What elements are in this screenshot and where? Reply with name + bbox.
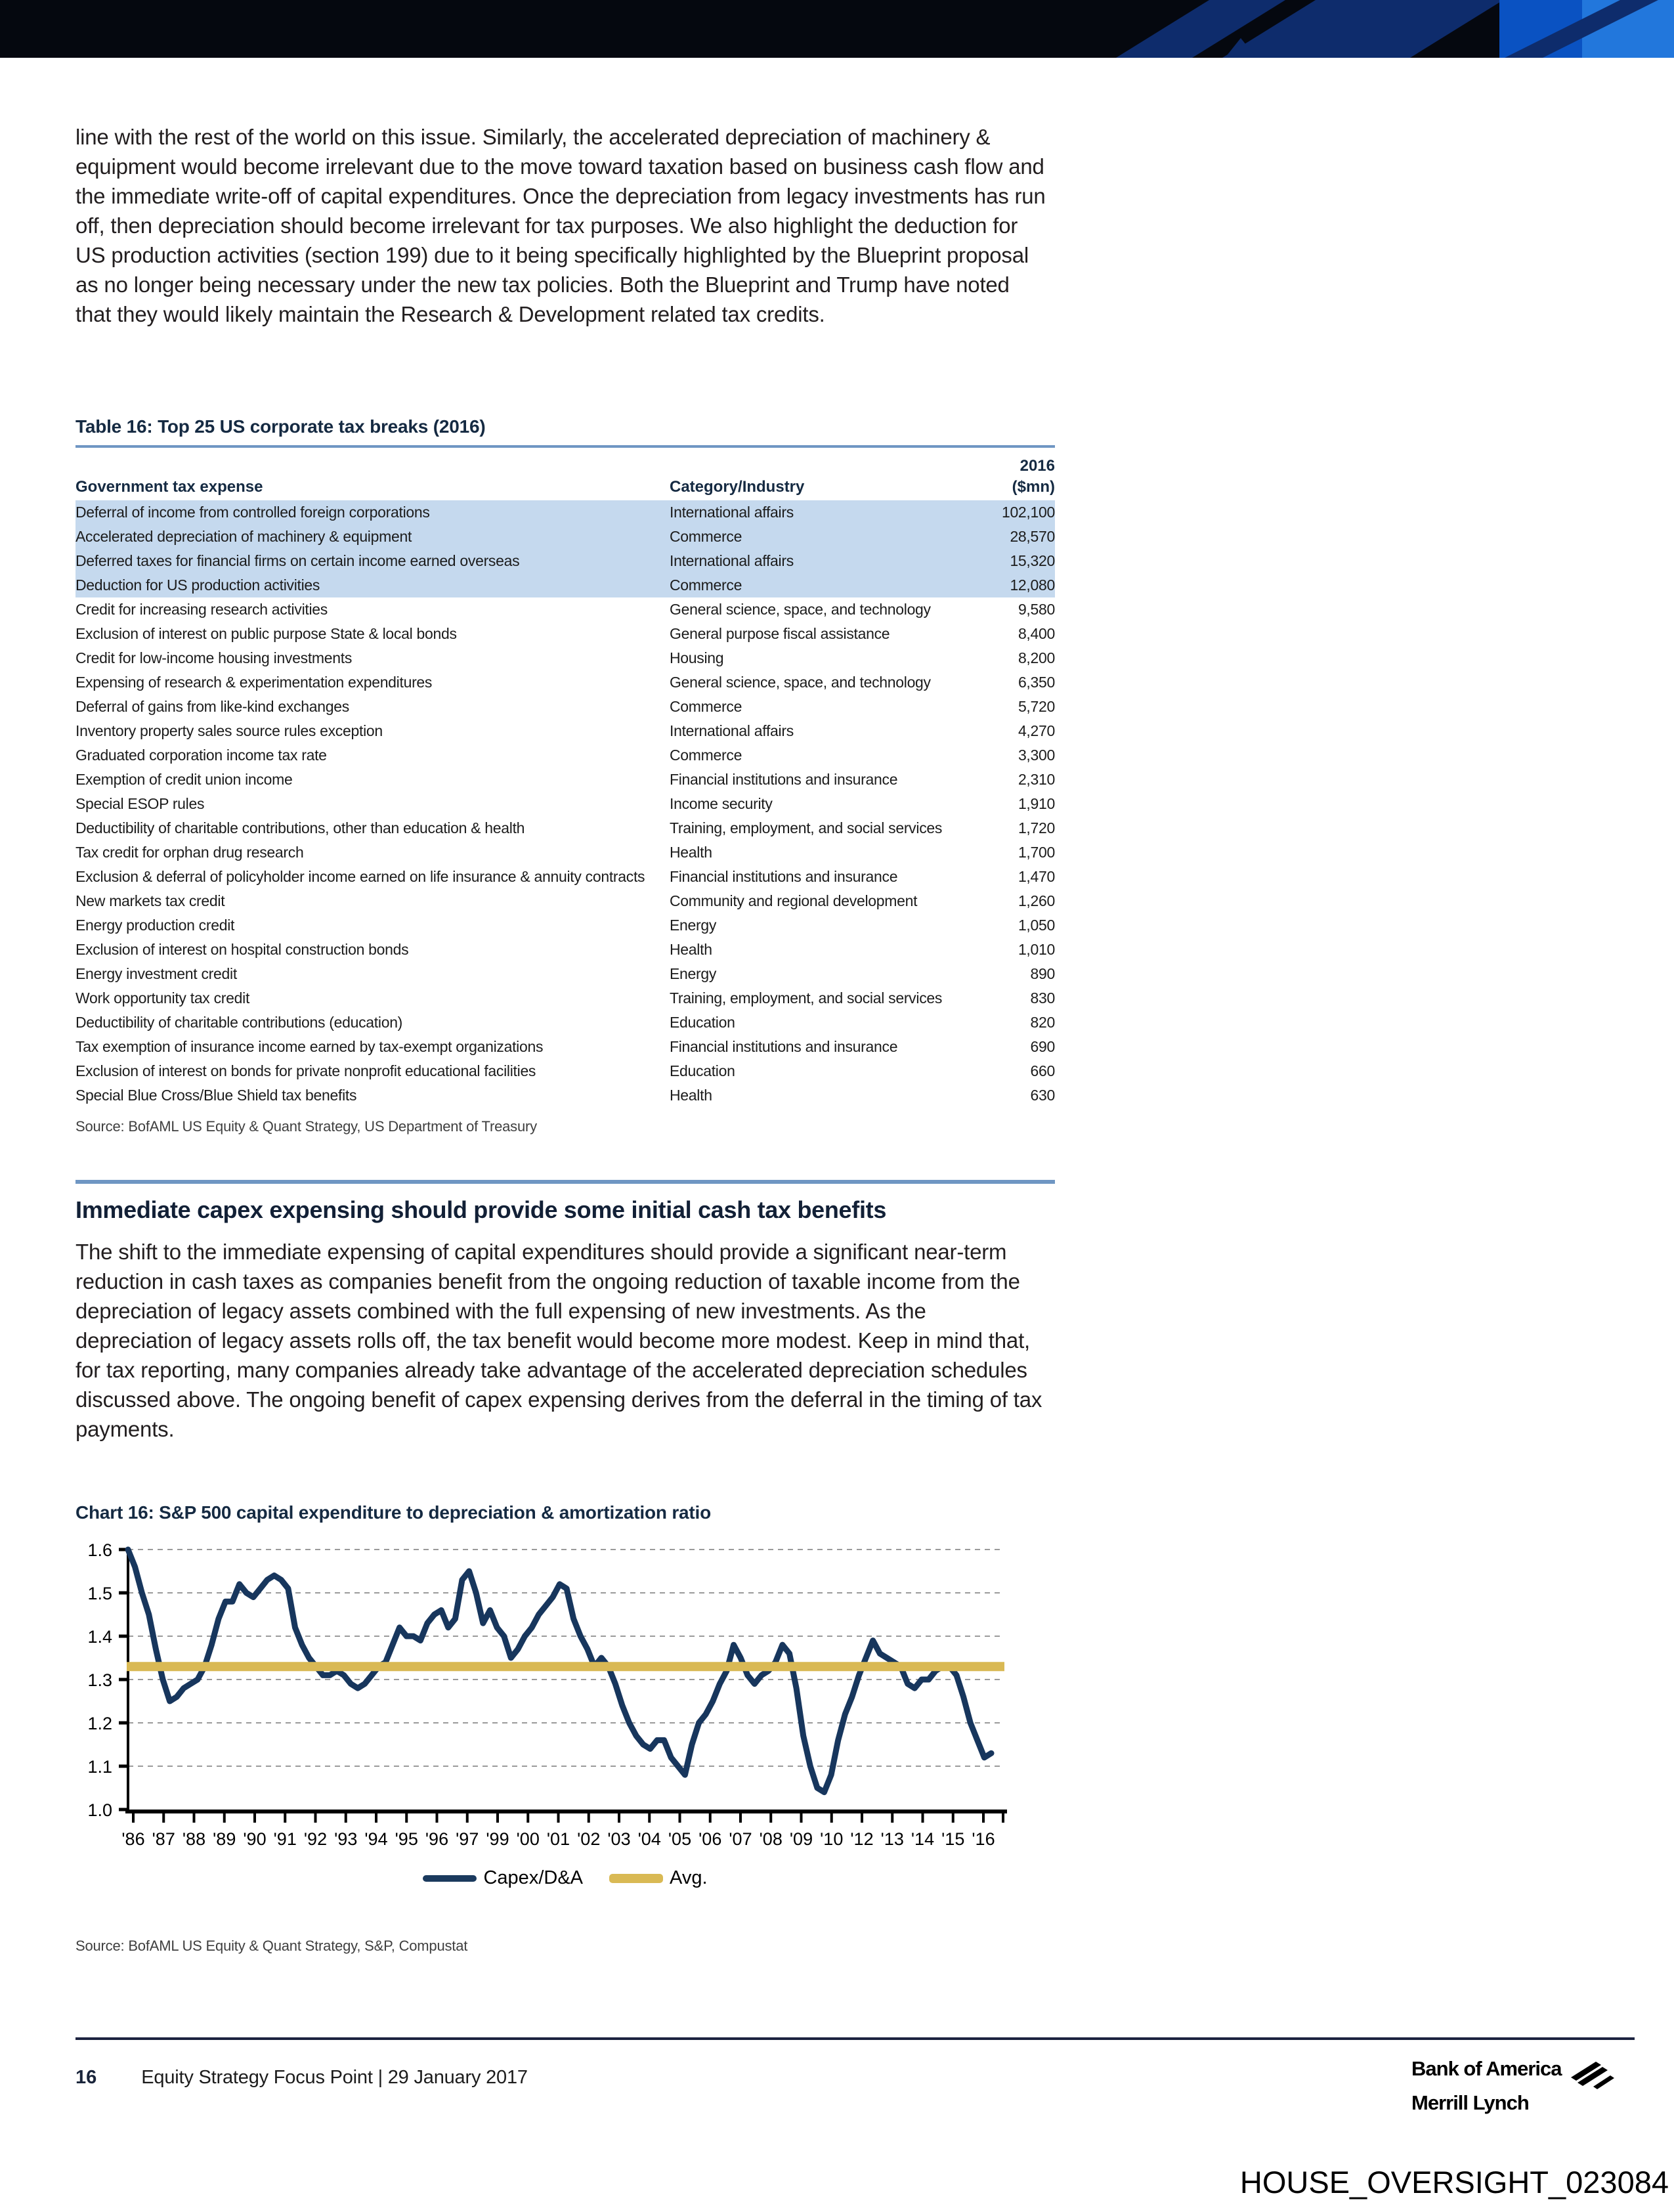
x-tick-label: '94 — [364, 1829, 388, 1849]
cell-category: Energy — [670, 965, 717, 982]
cell-expense: Deduction for US production activities — [75, 576, 320, 594]
intro-paragraph: line with the rest of the world on this issue. Similarly, the accelerated depreciation of machinery & equipment would become irrelevant due to the move toward taxation based on business cash flow and the immediate write-off of capital expenditures. Once the depreciation from legacy investments has run off, then depreciation should become irrelevant for tax purposes. We also highlight the deduction for US production activities (section 199) due to it being specifically highlighted by the Blueprint proposal as no longer being necessary under the new tax policies. Both the Blueprint and Trump have noted that they would likely maintain the Research & Development related tax credits. — [75, 125, 1046, 326]
x-tick-label: '01 — [546, 1829, 570, 1849]
section-divider-rule — [75, 1180, 1055, 1184]
cell-amount: 9,580 — [1018, 601, 1055, 618]
x-axis — [125, 1810, 1007, 1813]
x-tick-label: '91 — [273, 1829, 297, 1849]
x-tick-label: '92 — [303, 1829, 328, 1849]
cell-expense: Exclusion & deferral of policyholder income earned on life insurance & annuity contracts — [75, 868, 645, 885]
cell-amount: 102,100 — [1001, 504, 1055, 521]
cell-expense: Energy investment credit — [75, 965, 237, 982]
cell-expense: Deductibility of charitable contributions (education) — [75, 1014, 403, 1031]
cell-category: International affairs — [670, 722, 794, 739]
x-tick-label: '08 — [759, 1829, 783, 1849]
cell-category: Training, employment, and social services — [670, 819, 943, 836]
cell-amount: 830 — [1030, 989, 1055, 1007]
y-tick-label: 1.5 — [87, 1584, 112, 1603]
cell-category: General science, space, and technology — [670, 601, 931, 618]
cell-expense: New markets tax credit — [75, 892, 225, 909]
cell-category: Energy — [670, 917, 717, 934]
cell-category: Financial institutions and insurance — [670, 1038, 898, 1055]
table-row — [75, 840, 1055, 865]
cell-amount: 1,700 — [1018, 844, 1055, 861]
table-title-rule — [75, 445, 1055, 448]
cell-expense: Inventory property sales source rules exception — [75, 722, 383, 739]
brand-line2: Merrill Lynch — [1411, 2091, 1529, 2114]
table-row — [75, 1035, 1055, 1059]
x-tick-label: '95 — [395, 1829, 418, 1849]
x-tick-label: '09 — [789, 1829, 813, 1849]
x-tick-label: '06 — [698, 1829, 722, 1849]
table-row — [75, 500, 1055, 525]
cell-expense: Tax credit for orphan drug research — [75, 844, 304, 861]
x-tick-label: '13 — [880, 1829, 904, 1849]
x-tick-label: '89 — [213, 1829, 236, 1849]
cell-amount: 6,350 — [1018, 674, 1055, 691]
table-title: Table 16: Top 25 US corporate tax breaks (2016) — [75, 416, 486, 437]
x-tick-label: '86 — [121, 1829, 145, 1849]
bofa-ml-logo — [1411, 2058, 1616, 2115]
cell-amount: 28,570 — [1010, 528, 1055, 545]
x-tick-label: '90 — [243, 1829, 267, 1849]
legend-item-capex — [423, 1867, 583, 1889]
cell-category: Commerce — [670, 528, 742, 545]
x-tick-label: '04 — [637, 1829, 661, 1849]
cell-category: Commerce — [670, 576, 742, 594]
table-row — [75, 913, 1055, 938]
col-header-category: Category/Industry — [670, 478, 805, 496]
legend-label-capex: Capex/D&A — [483, 1867, 583, 1888]
cell-category: Commerce — [670, 698, 742, 715]
cell-category: International affairs — [670, 552, 794, 569]
x-tick-label: '00 — [516, 1829, 540, 1849]
cell-expense: Deferral of gains from like-kind exchanges — [75, 698, 349, 715]
cell-expense: Deductibility of charitable contributions, other than education & health — [75, 819, 525, 836]
avg-line-swatch — [609, 1874, 663, 1883]
table-row — [75, 865, 1055, 889]
x-tick-label: '93 — [334, 1829, 358, 1849]
page-number: 16 — [75, 2067, 97, 2088]
table-row — [75, 1010, 1055, 1035]
table-row — [75, 938, 1055, 962]
cell-category: Financial institutions and insurance — [670, 868, 898, 885]
table-row — [75, 1059, 1055, 1083]
cell-expense: Exclusion of interest on public purpose State & local bonds — [75, 625, 457, 642]
cell-expense: Deferred taxes for financial firms on certain income earned overseas — [75, 552, 520, 569]
cell-category: International affairs — [670, 504, 794, 521]
cell-expense: Deferral of income from controlled foreign corporations — [75, 504, 430, 521]
cell-amount: 8,400 — [1018, 625, 1055, 642]
chart-legend — [75, 1867, 1055, 1889]
cell-category: Health — [670, 941, 712, 958]
table-row — [75, 962, 1055, 986]
cell-expense: Credit for increasing research activities — [75, 601, 328, 618]
cell-amount: 5,720 — [1018, 698, 1055, 715]
x-tick-label: '97 — [456, 1829, 479, 1849]
cell-amount: 15,320 — [1010, 552, 1055, 569]
tax-breaks-table-block — [75, 416, 1055, 1135]
cell-category: Education — [670, 1062, 735, 1079]
cell-category: Health — [670, 1087, 712, 1104]
cell-amount: 8,200 — [1018, 649, 1055, 666]
table-row — [75, 719, 1055, 743]
table-row — [75, 816, 1055, 840]
x-tick-label: '16 — [972, 1829, 995, 1849]
cell-expense: Exclusion of interest on hospital construction bonds — [75, 941, 409, 958]
capex-line-swatch — [423, 1875, 477, 1882]
table-row — [75, 1083, 1055, 1108]
cell-category: General science, space, and technology — [670, 674, 931, 691]
section-paragraph: The shift to the immediate expensing of capital expenditures should provide a significant near-term reduction in cash taxes as companies benefit from the ongoing reduction of taxable income from the depreciation of legacy assets combined with the full expensing of new investments. As the depreciation of legacy assets rolls off, the tax benefit would become more modest. Keep in mind that, for tax reporting, many companies already take advantage of the accelerated depreciation schedules discussed above. The ongoing benefit of capex expensing derives from the deferral in the timing of tax payments. — [75, 1240, 1042, 1441]
cell-expense: Special ESOP rules — [75, 795, 205, 812]
col-header-expense: Government tax expense — [75, 478, 263, 496]
footer-left — [75, 2067, 528, 2089]
y-tick-label: 1.0 — [87, 1800, 112, 1820]
capex-chart-block — [75, 1502, 1055, 1955]
cell-amount: 630 — [1030, 1087, 1055, 1104]
x-tick-label: '05 — [668, 1829, 692, 1849]
brand-line1: Bank of America — [1411, 2057, 1562, 2080]
chart-source: Source: BofAML US Equity & Quant Strategy, S&P, Compustat — [75, 1938, 468, 1954]
x-tick-label: '87 — [152, 1829, 175, 1849]
report-title-date: Equity Strategy Focus Point | 29 January 2017 — [141, 2067, 528, 2088]
cell-expense: Work opportunity tax credit — [75, 989, 250, 1007]
cell-amount: 660 — [1030, 1062, 1055, 1079]
table-row — [75, 622, 1055, 646]
table-row — [75, 743, 1055, 768]
cell-category: General purpose fiscal assistance — [670, 625, 890, 642]
cell-category: Education — [670, 1014, 735, 1031]
cell-category: Income security — [670, 795, 773, 812]
cell-amount: 1,010 — [1018, 941, 1055, 958]
table-row — [75, 525, 1055, 549]
x-tick-label: '12 — [850, 1829, 874, 1849]
table-row — [75, 792, 1055, 816]
cell-amount: 12,080 — [1010, 576, 1055, 594]
x-tick-label: '14 — [911, 1829, 935, 1849]
legend-label-avg: Avg. — [670, 1867, 708, 1888]
cell-category: Financial institutions and insurance — [670, 771, 898, 788]
cell-expense: Accelerated depreciation of machinery & equipment — [75, 528, 412, 545]
table-row — [75, 670, 1055, 695]
cell-amount: 820 — [1030, 1014, 1055, 1031]
cell-expense: Expensing of research & experimentation expenditures — [75, 674, 433, 691]
capex-chart — [75, 1535, 1021, 1863]
cell-category: Housing — [670, 649, 724, 666]
tax-table-body — [75, 500, 1055, 1108]
cell-category: Training, employment, and social services — [670, 989, 943, 1007]
cell-expense: Tax exemption of insurance income earned by tax-exempt organizations — [75, 1038, 544, 1055]
cell-amount: 1,470 — [1018, 868, 1055, 885]
table-row — [75, 768, 1055, 792]
table-row — [75, 597, 1055, 622]
cell-expense: Special Blue Cross/Blue Shield tax benefits — [75, 1087, 357, 1104]
y-tick-label: 1.1 — [87, 1757, 112, 1777]
chart-title: Chart 16: S&P 500 capital expenditure to depreciation & amortization ratio — [75, 1502, 712, 1523]
cell-expense: Exemption of credit union income — [75, 771, 293, 788]
legend-item-avg — [609, 1867, 708, 1889]
table-source: Source: BofAML US Equity & Quant Strategy, US Department of Treasury — [75, 1118, 537, 1135]
cell-expense: Exclusion of interest on bonds for private nonprofit educational facilities — [75, 1062, 536, 1079]
cell-amount: 1,720 — [1018, 819, 1055, 836]
x-tick-label: '02 — [577, 1829, 601, 1849]
cell-amount: 1,910 — [1018, 795, 1055, 812]
x-tick-label: '07 — [729, 1829, 752, 1849]
cell-expense: Graduated corporation income tax rate — [75, 747, 327, 764]
table-row — [75, 646, 1055, 670]
x-tick-label: '99 — [486, 1829, 509, 1849]
y-tick-label: 1.2 — [87, 1714, 112, 1733]
cell-amount: 890 — [1030, 965, 1055, 982]
y-tick-label: 1.6 — [87, 1540, 112, 1560]
y-tick-label: 1.3 — [87, 1670, 112, 1690]
table-row — [75, 986, 1055, 1010]
table-row — [75, 889, 1055, 913]
table-row — [75, 549, 1055, 573]
table-row — [75, 573, 1055, 597]
y-tick-label: 1.4 — [87, 1627, 112, 1647]
cell-category: Community and regional development — [670, 892, 918, 909]
cell-category: Commerce — [670, 747, 742, 764]
cell-expense: Credit for low-income housing investments — [75, 649, 353, 666]
col-header-unit: ($mn) — [1012, 478, 1055, 496]
cell-amount: 1,050 — [1018, 917, 1055, 934]
cell-category: Health — [670, 844, 712, 861]
table-header-year: 2016 — [1019, 457, 1055, 475]
x-tick-label: '03 — [607, 1829, 631, 1849]
bofa-flag-icon — [1567, 2058, 1616, 2092]
x-tick-label: '88 — [182, 1829, 206, 1849]
cell-amount: 2,310 — [1018, 771, 1055, 788]
section-heading: Immediate capex expensing should provide some initial cash tax benefits — [75, 1196, 887, 1223]
table-header-row — [75, 475, 1055, 500]
cell-amount: 1,260 — [1018, 892, 1055, 909]
brand-banner-art — [0, 0, 1674, 58]
x-tick-label: '10 — [820, 1829, 844, 1849]
cell-amount: 690 — [1030, 1038, 1055, 1055]
cell-expense: Energy production credit — [75, 917, 235, 934]
footer-rule — [75, 2037, 1635, 2040]
x-tick-label: '96 — [425, 1829, 449, 1849]
x-tick-label: '15 — [941, 1829, 965, 1849]
cell-amount: 4,270 — [1018, 722, 1055, 739]
table-header-year-row — [75, 457, 1055, 475]
table-row — [75, 695, 1055, 719]
cell-amount: 3,300 — [1018, 747, 1055, 764]
bates-stamp: HOUSE_OVERSIGHT_023084 — [1239, 2165, 1669, 2200]
